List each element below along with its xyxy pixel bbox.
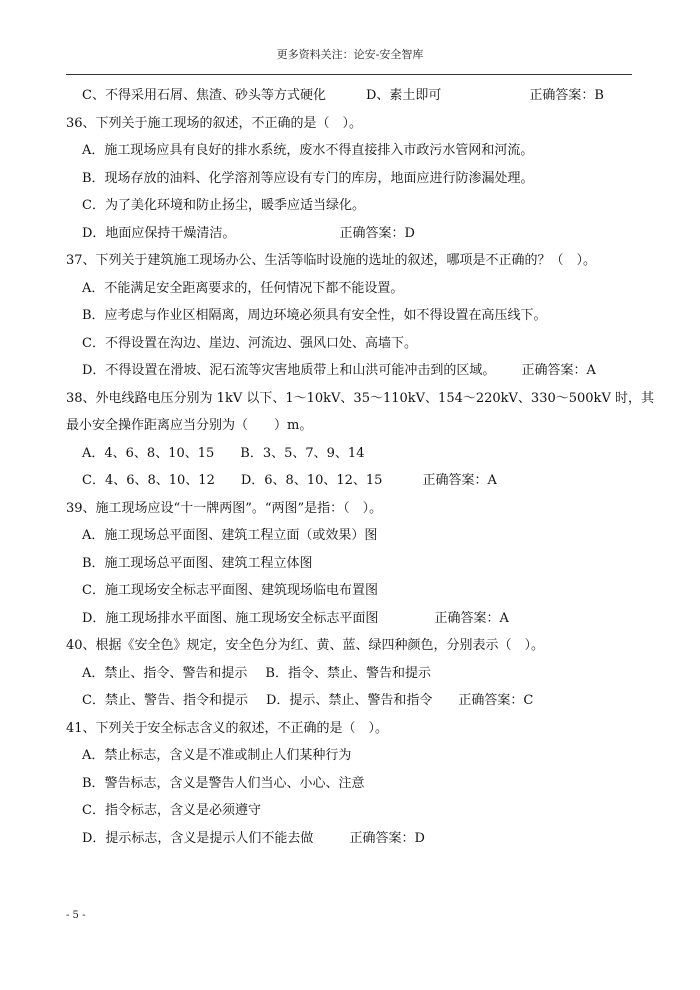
question-38-continued: 最小安全操作距离应当分别为（ ）m。 xyxy=(66,418,313,433)
question-35-option-cd xyxy=(66,82,632,110)
question-37-option-b: B．应考虑与作业区相隔离，周边环境必须具有安全性，如不得设置在高压线下。 xyxy=(82,308,547,323)
question-40-option-cd xyxy=(66,687,632,715)
answer: 正确答案：A xyxy=(521,363,596,378)
option-c: C、不得采用石屑、焦渣、砂头等方式硬化 xyxy=(82,88,326,103)
question-37-option-a: A．不能满足安全距离要求的，任何情况下都不能设置。 xyxy=(82,280,404,296)
answer: 正确答案：C xyxy=(458,693,534,708)
option-d: D．6、8、10、12、15 xyxy=(240,473,383,488)
question-41-option-d xyxy=(66,825,632,853)
question-39-option-a: A．施工现场总平面图、建筑工程立面（或效果）图 xyxy=(82,528,378,543)
question-39-option-b: B．施工现场总平面图、建筑工程立体图 xyxy=(82,555,313,571)
question-36: 36、下列关于施工现场的叙述，不正确的是（ ）。 xyxy=(66,115,363,131)
option-d: D．地面应保持干燥清洁。 xyxy=(82,225,236,241)
question-36-option-a: A．施工现场应具有良好的排水系统，废水不得直接排入市政污水管网和河流。 xyxy=(82,143,534,158)
question-41-option-c: C．指令标志，含义是必须遵守 xyxy=(82,803,261,818)
question-41-option-a: A．禁止标志，含义是不准或制止人们某种行为 xyxy=(82,748,352,763)
option-d: D．不得设置在滑坡、泥石流等灾害地质带上和山洪可能冲击到的区域。 xyxy=(82,363,496,378)
question-40-option-ab xyxy=(66,660,632,688)
page-header: 更多资料关注：论安-安全智库 xyxy=(276,48,424,61)
question-37: 37、下列关于建筑施工现场办公、生活等临时设施的选址的叙述，哪项是不正确的？（ ）。 xyxy=(66,253,597,268)
question-36-option-b: B．现场存放的油料、化学溶剂等应设有专门的库房，地面应进行防渗漏处理。 xyxy=(82,170,534,186)
option-b: B．3、5、7、9、14 xyxy=(240,445,365,461)
option-d: D．提示标志，含义是提示人们不能去做 xyxy=(82,830,314,846)
answer: 正确答案：D xyxy=(339,225,415,241)
question-40: 40、根据《安全色》规定，安全色分为红、黄、蓝、绿四种颜色，分别表示（ ）。 xyxy=(66,638,545,653)
question-37-option-c: C．不得设置在沟边、崖边、河流边、强风口处、高墙下。 xyxy=(82,335,417,351)
question-39-option-c: C．施工现场安全标志平面图、建筑现场临电布置图 xyxy=(82,583,378,598)
question-38: 38、外电线路电压分别为 1kV 以下、1～10kV、35～110kV、154～220kV、330～500kV 时，其 xyxy=(66,390,654,406)
option-a: A．4、6、8、10、15 xyxy=(82,445,215,461)
question-37-option-d xyxy=(66,357,632,385)
question-41-option-b: B．警告标志，含义是警告人们当心、小心、注意 xyxy=(82,775,365,791)
question-38-option-cd xyxy=(66,467,632,495)
question-38-option-ab xyxy=(66,440,632,468)
question-39-option-d xyxy=(66,605,632,633)
option-c: C．禁止、警告、指令和提示 xyxy=(82,693,248,708)
answer: 正确答案：A xyxy=(434,610,509,626)
option-d: D．施工现场排水平面图、施工现场安全标志平面图 xyxy=(82,610,379,626)
option-d: D、素土即可 xyxy=(365,88,442,103)
answer: 正确答案：D xyxy=(349,830,425,846)
option-a: A．禁止、指令、警告和提示 xyxy=(82,665,248,681)
question-41: 41、下列关于安全标志含义的叙述，不正确的是（ ）。 xyxy=(66,720,389,736)
option-d: D．提示、禁止、警告和指令 xyxy=(265,693,433,708)
question-39: 39、施工现场应设“十一牌两图”。“两图”是指：（ ）。 xyxy=(66,500,383,516)
page-number: - 5 - xyxy=(66,910,86,921)
question-36-option-d xyxy=(66,220,632,248)
option-c: C．4、6、8、10、12 xyxy=(82,473,215,488)
option-b: B．指令、禁止、警告和提示 xyxy=(265,665,431,681)
header-divider xyxy=(66,74,632,75)
answer: 正确答案：B xyxy=(529,88,604,103)
document-body xyxy=(66,82,654,852)
question-36-option-c: C．为了美化环境和防止扬尘，暖季应适当绿化。 xyxy=(82,198,365,213)
answer: 正确答案：A xyxy=(422,473,497,488)
